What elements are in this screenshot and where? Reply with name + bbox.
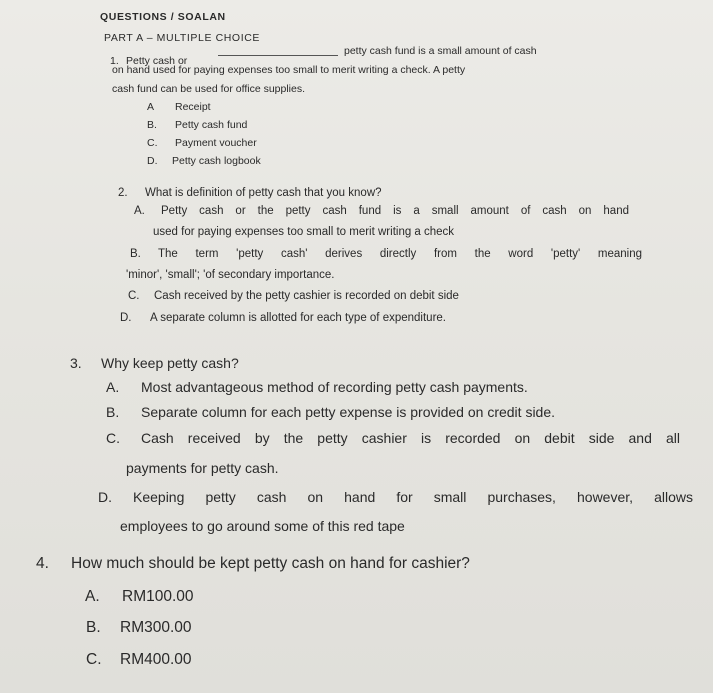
option-text: employees to go around some of this red tape — [120, 518, 405, 534]
option-text: RM300.00 — [120, 619, 192, 636]
option-letter: D. — [147, 155, 158, 167]
question-number: 1. — [110, 55, 119, 67]
option-letter: C. — [106, 430, 120, 446]
question-text: cash fund can be used for office supplies. — [112, 83, 306, 95]
option-text: Most advantageous method of recording petty cash payments. — [141, 379, 528, 395]
option-text: Cash received by the petty cashier is recorded on debit side and all — [141, 430, 680, 446]
question-text: on hand used for paying expenses too small to merit writing a check. A petty — [112, 64, 466, 76]
option-letter: A. — [134, 205, 145, 217]
option-text: A separate column is allotted for each type of expenditure. — [150, 312, 446, 324]
question-text: What is definition of petty cash that you know? — [145, 187, 382, 199]
option-text: Keeping petty cash on hand for small purchases, however, allows — [133, 489, 693, 505]
question-text: Petty cash or — [126, 55, 188, 67]
option-text: Petty cash or the petty cash fund is a small amount of cash on hand — [161, 205, 629, 217]
option-letter: D. — [120, 312, 132, 324]
option-text: Separate column for each petty expense is provided on credit side. — [141, 404, 556, 420]
option-text: Receipt — [175, 101, 211, 113]
question-text: petty cash fund is a small amount of cash — [344, 45, 537, 57]
option-text: Petty cash fund — [175, 119, 248, 131]
option-letter: B. — [106, 404, 120, 420]
option-text: RM400.00 — [120, 651, 192, 668]
question-number: 3. — [70, 355, 82, 371]
question-number: 4. — [36, 555, 49, 572]
question-number: 2. — [118, 187, 128, 199]
answer-blank — [218, 55, 338, 56]
option-text: RM100.00 — [122, 588, 194, 605]
option-letter: D. — [98, 489, 112, 505]
option-letter: C. — [86, 651, 102, 668]
option-text: Petty cash logbook — [172, 155, 261, 167]
option-text: Payment voucher — [175, 137, 257, 149]
option-letter: A. — [106, 379, 120, 395]
option-text: Cash received by the petty cashier is recorded on debit side — [154, 290, 459, 302]
page-title: QUESTIONS / SOALAN — [100, 11, 226, 23]
option-letter: B. — [86, 619, 101, 636]
option-text: used for paying expenses too small to merit writing a check — [153, 226, 455, 238]
part-heading: PART A – MULTIPLE CHOICE — [104, 32, 261, 44]
option-letter: B. — [147, 119, 157, 131]
option-letter: A — [147, 101, 155, 113]
option-text: payments for petty cash. — [126, 460, 279, 476]
option-text: The term 'petty cash' derives directly from the word 'petty' meaning — [158, 248, 642, 260]
option-letter: B. — [130, 248, 141, 260]
question-text: How much should be kept petty cash on hand for cashier? — [71, 555, 470, 572]
option-text: 'minor', 'small'; 'of secondary importance. — [126, 269, 335, 281]
question-text: Why keep petty cash? — [101, 355, 239, 371]
option-letter: C. — [128, 290, 140, 302]
option-letter: C. — [147, 137, 158, 149]
option-letter: A. — [85, 588, 100, 605]
